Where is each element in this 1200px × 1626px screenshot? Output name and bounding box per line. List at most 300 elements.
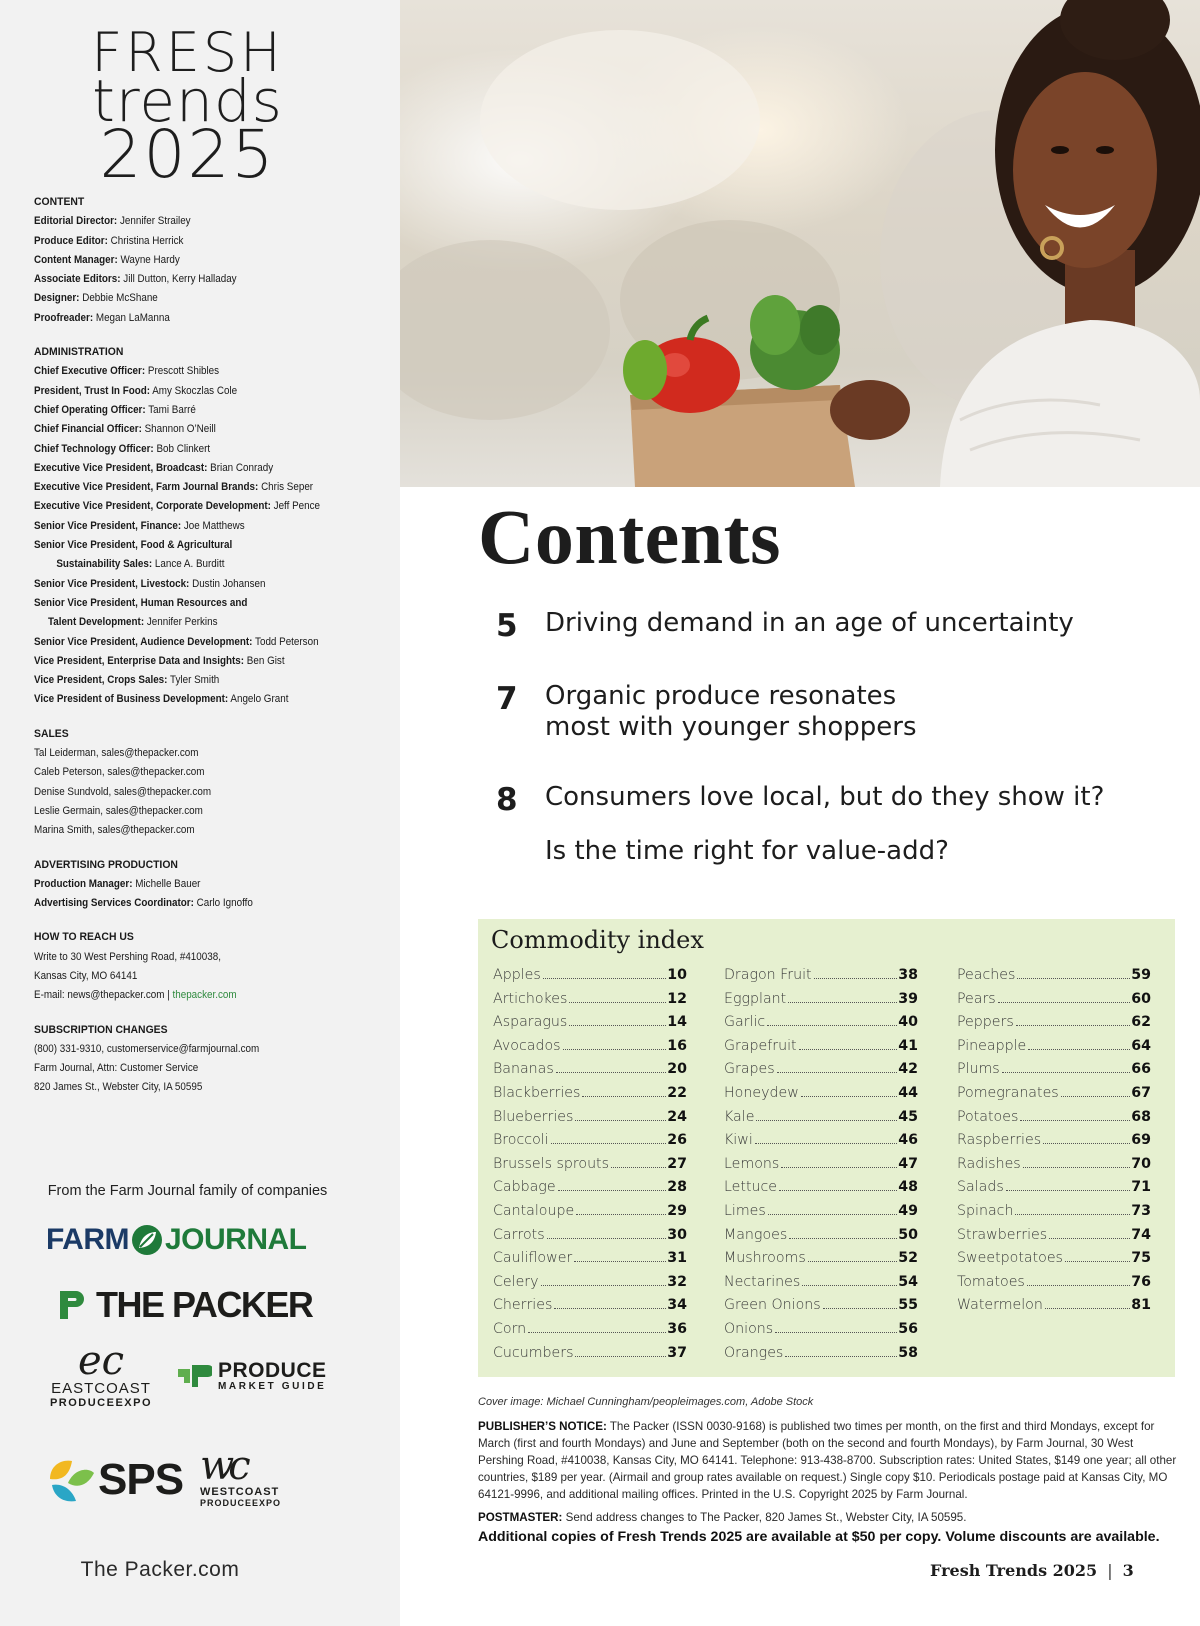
commodity-page-number: 42 — [898, 1061, 918, 1078]
commodity-page-number: 44 — [898, 1084, 918, 1101]
commodity-page-number: 75 — [1131, 1250, 1151, 1267]
commodity-name: Eggplant — [724, 990, 787, 1007]
staff-role: Senior Vice President, Food & Agricultural — [34, 539, 233, 552]
staff-row — [34, 478, 369, 497]
commodity-page-number: 60 — [1131, 990, 1151, 1007]
staff-role: Sustainability Sales: — [56, 558, 153, 571]
commodity-name: Honeydew — [724, 1084, 799, 1101]
staff-row — [34, 536, 369, 555]
farm-journal-logo-left: FARM — [46, 1223, 129, 1256]
dot-leader — [551, 1143, 667, 1144]
staff-row: Denise Sundvold, sales@thepacker.com — [34, 785, 212, 798]
staff-row — [34, 251, 369, 270]
section-title-subscription: SUBSCRIPTION CHANGES — [34, 1023, 168, 1036]
commodity-name: Carrots — [493, 1226, 545, 1243]
staff-name: Jennifer Perkins — [146, 616, 218, 629]
commodity-page-number: 55 — [898, 1297, 918, 1314]
toc-title: Is the time right for value-add? — [545, 836, 949, 866]
commodity-entry[interactable] — [724, 1203, 918, 1227]
dot-leader — [1049, 1238, 1130, 1239]
commodity-entry[interactable] — [724, 991, 918, 1015]
dot-leader — [556, 1072, 667, 1073]
commodity-page-number: 66 — [1131, 1061, 1151, 1078]
commodity-entry[interactable] — [493, 1014, 687, 1038]
staff-row: 820 James St., Webster City, IA 50595 — [34, 1081, 203, 1094]
commodity-column-2 — [724, 967, 918, 1368]
commodity-entry[interactable] — [957, 1014, 1151, 1038]
eastcoast-ec-mark: ec — [77, 1338, 125, 1384]
commodity-page-number: 59 — [1131, 967, 1151, 983]
contents-heading: Contents — [478, 493, 782, 580]
commodity-name: Corn — [493, 1320, 527, 1337]
commodity-name: Cauliflower — [493, 1250, 573, 1267]
commodity-name: Dragon Fruit — [724, 967, 812, 983]
commodity-name: Lemons — [724, 1155, 780, 1172]
farm-journal-leaf-icon — [131, 1224, 163, 1256]
staff-row — [34, 497, 369, 516]
dot-leader — [1016, 1025, 1131, 1026]
commodity-name: Mushrooms — [724, 1250, 806, 1267]
dot-leader — [789, 1238, 897, 1239]
commodity-index — [478, 919, 1175, 1377]
dot-leader — [1017, 978, 1130, 979]
commodity-page-number: 52 — [898, 1250, 918, 1267]
commodity-page-number: 54 — [898, 1273, 918, 1290]
commodity-name: Bananas — [493, 1061, 554, 1078]
commodity-name: Artichokes — [493, 990, 568, 1007]
staff-role: Executive Vice President, Broadcast: — [34, 461, 208, 474]
dot-leader — [775, 1332, 897, 1333]
commodity-entry[interactable] — [493, 1274, 687, 1298]
commodity-entry[interactable] — [493, 1132, 687, 1156]
commodity-page-number: 62 — [1131, 1014, 1151, 1031]
commodity-column-1 — [493, 967, 687, 1368]
staff-row: Marina Smith, sales@thepacker.com — [34, 824, 195, 837]
commodity-name: Pineapple — [957, 1037, 1027, 1054]
staff-name: Shannon O’Neill — [144, 423, 216, 436]
staff-name: Carlo Ignoffo — [196, 897, 253, 910]
staff-row — [34, 440, 369, 459]
postmaster-label: POSTMASTER: — [478, 1511, 563, 1524]
staff-row — [34, 594, 369, 613]
dot-leader — [554, 1308, 666, 1309]
pmg-p-icon — [176, 1363, 212, 1389]
staff-row — [34, 362, 369, 381]
dot-leader — [1061, 1096, 1131, 1097]
commodity-name: Asparagus — [493, 1014, 568, 1031]
commodity-entry[interactable] — [957, 1250, 1151, 1274]
commodity-page-number: 67 — [1131, 1084, 1151, 1101]
dot-leader — [541, 1285, 667, 1286]
commodity-entry[interactable] — [724, 1274, 918, 1298]
dot-leader — [563, 1049, 667, 1050]
commodity-name: Radishes — [957, 1155, 1021, 1172]
commodity-entry[interactable] — [493, 1321, 687, 1345]
staff-role: Produce Editor: — [34, 234, 108, 247]
administration-staff-list — [34, 362, 369, 709]
dot-leader — [1002, 1072, 1131, 1073]
commodity-entry[interactable] — [724, 1132, 918, 1156]
eastcoast-line2: PRODUCEEXPO — [49, 1397, 153, 1409]
staff-name: Joe Matthews — [183, 519, 245, 532]
staff-role: Executive Vice President, Corporate Development: — [34, 500, 271, 513]
commodity-name: Plums — [957, 1061, 1000, 1078]
dot-leader — [799, 1049, 898, 1050]
commodity-name: Avocados — [493, 1037, 561, 1054]
dot-leader — [576, 1214, 666, 1215]
commodity-entry[interactable] — [493, 1156, 687, 1180]
section-title-ad-production: ADVERTISING PRODUCTION — [34, 858, 178, 871]
commodity-entry[interactable] — [493, 1061, 687, 1085]
dot-leader — [574, 1261, 666, 1262]
thepacker-link[interactable]: thepacker.com — [172, 989, 237, 1002]
dot-leader — [582, 1096, 666, 1097]
commodity-name: Strawberries — [957, 1226, 1048, 1243]
eastcoast-line1: EASTCOAST — [51, 1380, 151, 1397]
dot-leader — [1043, 1143, 1130, 1144]
commodity-entry[interactable] — [957, 1179, 1151, 1203]
sps-logo — [46, 1455, 183, 1505]
commodity-entry[interactable] — [724, 1179, 918, 1203]
staff-name: Jill Dutton, Kerry Halladay — [123, 273, 237, 286]
commodity-entry[interactable] — [724, 1345, 918, 1369]
the-packer-logo — [58, 1284, 312, 1326]
commodity-name: Raspberries — [957, 1132, 1042, 1149]
staff-name: Tyler Smith — [170, 674, 220, 687]
dot-leader — [558, 1190, 667, 1191]
commodity-entry[interactable] — [957, 1156, 1151, 1180]
additional-copies-notice: Additional copies of Fresh Trends 2025 are available at $50 per copy. Volume discounts are available. — [478, 1529, 1160, 1545]
commodity-page-number: 64 — [1131, 1037, 1151, 1054]
staff-role: Content Manager: — [34, 253, 118, 266]
staff-role: Designer: — [34, 292, 80, 305]
hero-illustration — [400, 0, 1200, 487]
commodity-entry[interactable] — [957, 1085, 1151, 1109]
commodity-page-number: 29 — [667, 1202, 687, 1219]
staff-row — [34, 270, 369, 289]
sps-petal-icon — [46, 1455, 96, 1505]
commodity-column-3 — [957, 967, 1151, 1321]
commodity-entry[interactable] — [493, 1203, 687, 1227]
commodity-name: Onions — [724, 1320, 774, 1337]
staff-name: Angelo Grant — [230, 693, 289, 706]
commodity-name: Grapes — [724, 1061, 775, 1078]
commodity-name: Lettuce — [724, 1179, 778, 1196]
commodity-entry[interactable] — [724, 1014, 918, 1038]
reach-email: E-mail: news@thepacker.com | — [34, 989, 170, 1002]
section-title-content: CONTENT — [34, 196, 85, 208]
staff-name: Tami Barré — [148, 403, 196, 416]
westcoast-line2: PRODUCEEXPO — [200, 1498, 282, 1508]
dot-leader — [767, 1025, 897, 1026]
staff-row — [34, 420, 369, 439]
commodity-entry[interactable] — [724, 967, 918, 991]
staff-role: Editorial Director: — [34, 215, 118, 228]
staff-row — [34, 459, 369, 478]
sps-wordmark: SPS — [98, 1455, 184, 1504]
subscription-info-list — [34, 1040, 369, 1098]
publishers-notice-text: The Packer (ISSN 0030-9168) is published two times per month, on the first and third Mondays, except for March (first and fourth Mondays) and June and September (both on the second and fourth Mondays), by Farm Journal, 30 West Pershing Road, #410038, Kansas City, MO 64141. Telephone: 913-438-8700. Subscription rates: United States, $149 one year; all other countries, $189 per year. (Airmail and group rates available on request.) Single copy $10. Periodicals postage paid at Kansas City, MO 64121-9996, and additional mailing offices. Printed in the U.S. Copyright 2025 by Farm Journal. — [478, 1420, 1177, 1501]
commodity-index-title: Commodity index — [491, 926, 704, 954]
thepacker-site-url[interactable]: The Packer.com — [80, 1558, 240, 1581]
commodity-entry[interactable] — [493, 1297, 687, 1321]
staff-directory — [34, 193, 369, 1098]
commodity-name: Brussels sprouts — [493, 1155, 610, 1172]
commodity-entry[interactable] — [957, 1203, 1151, 1227]
staff-name: Bob Clinkert — [156, 442, 211, 455]
staff-role: President, Trust In Food: — [34, 384, 151, 397]
commodity-page-number: 37 — [667, 1344, 687, 1361]
dot-leader — [1028, 1049, 1130, 1050]
staff-row — [34, 517, 369, 536]
commodity-name: Kale — [724, 1108, 755, 1125]
staff-role: Talent Development: — [47, 616, 145, 629]
commodity-entry[interactable] — [724, 1250, 918, 1274]
staff-name: Megan LaManna — [95, 311, 170, 324]
section-title-administration: ADMINISTRATION — [34, 346, 124, 359]
commodity-entry[interactable] — [957, 1109, 1151, 1133]
staff-name: Dustin Johansen — [192, 577, 266, 590]
commodity-name: Oranges — [724, 1344, 784, 1361]
cover-photo-woman-with-groceries — [400, 0, 1200, 487]
commodity-entry[interactable] — [493, 967, 687, 991]
commodity-entry[interactable] — [957, 1297, 1151, 1321]
dot-leader — [781, 1167, 897, 1168]
commodity-entry[interactable] — [957, 1227, 1151, 1251]
commodity-entry[interactable] — [724, 1061, 918, 1085]
staff-row — [34, 875, 369, 894]
commodity-name: Blackberries — [493, 1084, 581, 1101]
staff-row — [34, 382, 369, 401]
staff-name: Wayne Hardy — [120, 253, 180, 266]
commodity-entry[interactable] — [493, 1345, 687, 1369]
staff-role: Proofreader: — [34, 311, 94, 324]
commodity-entry[interactable] — [957, 1038, 1151, 1062]
commodity-name: Salads — [957, 1179, 1004, 1196]
masthead-year: 2025 — [99, 116, 276, 193]
dot-leader — [808, 1261, 898, 1262]
commodity-page-number: 24 — [667, 1108, 687, 1125]
reach-address-line2: Kansas City, MO 64141 — [34, 969, 138, 982]
commodity-name: Cabbage — [493, 1179, 556, 1196]
toc-page-number: 5 — [496, 608, 518, 644]
dot-leader — [611, 1167, 666, 1168]
commodity-name: Apples — [493, 967, 541, 983]
staff-row — [34, 633, 369, 652]
commodity-page-number: 41 — [898, 1037, 918, 1054]
farm-journal-logo-right: JOURNAL — [165, 1223, 307, 1256]
staff-row — [34, 309, 369, 328]
commodity-entry[interactable] — [493, 991, 687, 1015]
commodity-entry[interactable] — [724, 1321, 918, 1345]
commodity-entry[interactable] — [724, 1156, 918, 1180]
commodity-name: Mangoes — [724, 1226, 788, 1243]
commodity-name: Tomatoes — [957, 1273, 1025, 1290]
commodity-entry[interactable] — [724, 1109, 918, 1133]
staff-name: Prescott Shibles — [147, 365, 220, 378]
farm-journal-logo — [46, 1222, 318, 1258]
commodity-name: Green Onions — [724, 1297, 821, 1314]
staff-name: Debbie McShane — [82, 292, 158, 305]
staff-role: Senior Vice President, Livestock: — [34, 577, 190, 590]
commodity-page-number: 56 — [898, 1320, 918, 1337]
commodity-name: Cucumbers — [493, 1344, 574, 1361]
pmg-line2: MARKET GUIDE — [218, 1381, 327, 1392]
dot-leader — [1045, 1308, 1130, 1309]
staff-row: Tal Leiderman, sales@thepacker.com — [34, 747, 199, 760]
staff-row — [34, 690, 369, 709]
commodity-entry[interactable] — [493, 1109, 687, 1133]
staff-row — [34, 575, 369, 594]
dot-leader — [543, 978, 666, 979]
staff-row — [34, 289, 369, 308]
footer-page-number: 3 — [1122, 1561, 1134, 1580]
publishers-notice — [478, 1418, 1178, 1503]
commodity-page-number: 68 — [1131, 1108, 1151, 1125]
staff-name: Lance A. Burditt — [154, 558, 225, 571]
commodity-page-number: 81 — [1131, 1297, 1151, 1314]
commodity-name: Grapefruit — [724, 1037, 797, 1054]
dot-leader — [1027, 1285, 1130, 1286]
staff-role: Vice President, Crops Sales: — [34, 674, 168, 687]
dot-leader — [1015, 1214, 1130, 1215]
commodity-name: Broccoli — [493, 1132, 549, 1149]
toc-title: Driving demand in an age of uncertainty — [545, 608, 1074, 638]
staff-role: Chief Technology Officer: — [34, 442, 154, 455]
commodity-name: Watermelon — [957, 1297, 1043, 1314]
commodity-entry[interactable] — [957, 991, 1151, 1015]
commodity-entry[interactable] — [957, 1132, 1151, 1156]
staff-name: Jennifer Strailey — [119, 215, 191, 228]
dot-leader — [528, 1332, 666, 1333]
dot-leader — [1065, 1261, 1130, 1262]
cover-image-credit: Cover image: Michael Cunningham/peopleimages.com, Adobe Stock — [478, 1396, 814, 1408]
commodity-page-number: 46 — [898, 1132, 918, 1149]
page-footer — [930, 1561, 1134, 1580]
staff-role: Chief Financial Officer: — [34, 423, 142, 436]
staff-row: Caleb Peterson, sales@thepacker.com — [34, 766, 205, 779]
staff-name: Jeff Pence — [273, 500, 321, 513]
footer-publication: Fresh Trends 2025 — [930, 1561, 1098, 1580]
commodity-entry[interactable] — [957, 967, 1151, 991]
commodity-page-number: 26 — [667, 1132, 687, 1149]
commodity-entry[interactable] — [493, 1250, 687, 1274]
dot-leader — [756, 1120, 897, 1121]
staff-name: Amy Skoczlas Cole — [152, 384, 238, 397]
commodity-name: Spinach — [957, 1202, 1014, 1219]
commodity-page-number: 22 — [667, 1084, 687, 1101]
commodity-page-number: 34 — [667, 1297, 687, 1314]
commodity-name: Pears — [957, 990, 996, 1007]
commodity-entry[interactable] — [493, 1179, 687, 1203]
staff-row — [34, 212, 369, 231]
commodity-page-number: 28 — [667, 1179, 687, 1196]
commodity-page-number: 73 — [1131, 1202, 1151, 1219]
content-staff-list — [34, 212, 369, 328]
staff-role: Vice President of Business Development: — [34, 693, 229, 706]
dot-leader — [575, 1120, 666, 1121]
produce-market-guide-logo — [176, 1360, 327, 1392]
staff-row: (800) 331-9310, customerservice@farmjournal.com — [34, 1042, 260, 1055]
commodity-entry[interactable] — [724, 1227, 918, 1251]
commodity-name: Peppers — [957, 1014, 1014, 1031]
packer-p-icon — [58, 1289, 86, 1321]
staff-name: Michelle Bauer — [135, 877, 201, 890]
commodity-entry[interactable] — [493, 1038, 687, 1062]
masthead-fresh: FRESH — [91, 21, 284, 84]
footer-separator: | — [1107, 1561, 1113, 1580]
dot-leader — [575, 1356, 666, 1357]
commodity-name: Limes — [724, 1202, 766, 1219]
staff-row — [34, 555, 369, 574]
commodity-entry[interactable] — [957, 1274, 1151, 1298]
commodity-page-number: 49 — [898, 1202, 918, 1219]
commodity-page-number: 32 — [667, 1273, 687, 1290]
commodity-page-number: 58 — [898, 1344, 918, 1361]
commodity-entry[interactable] — [493, 1227, 687, 1251]
commodity-name: Nectarines — [724, 1273, 801, 1290]
postmaster-text: Send address changes to The Packer, 820 James St., Webster City, IA 50595. — [565, 1511, 967, 1524]
staff-role: Chief Operating Officer: — [34, 403, 146, 416]
staff-row — [34, 894, 369, 913]
commodity-name: Blueberries — [493, 1108, 574, 1125]
section-title-reach: HOW TO REACH US — [34, 931, 134, 944]
commodity-page-number: 38 — [898, 967, 918, 983]
staff-row — [34, 613, 369, 632]
commodity-entry[interactable] — [724, 1085, 918, 1109]
westcoast-produce-expo-logo — [200, 1443, 290, 1508]
dot-leader — [777, 1072, 898, 1073]
dot-leader — [788, 1002, 897, 1003]
commodity-page-number: 20 — [667, 1061, 687, 1078]
staff-role: Production Manager: — [34, 877, 133, 890]
commodity-page-number: 31 — [667, 1250, 687, 1267]
dot-leader — [569, 1002, 666, 1003]
commodity-entry[interactable] — [493, 1085, 687, 1109]
dot-leader — [569, 1025, 666, 1026]
commodity-entry[interactable] — [724, 1297, 918, 1321]
commodity-entry[interactable] — [724, 1038, 918, 1062]
dot-leader — [801, 1096, 897, 1097]
staff-row — [34, 232, 369, 251]
commodity-name: Cherries — [493, 1297, 553, 1314]
commodity-page-number: 40 — [898, 1014, 918, 1031]
eastcoast-produce-expo-logo — [46, 1338, 156, 1409]
commodity-name: Potatoes — [957, 1108, 1019, 1125]
commodity-page-number: 47 — [898, 1155, 918, 1172]
commodity-entry[interactable] — [957, 1061, 1151, 1085]
dot-leader — [1023, 1167, 1131, 1168]
staff-role: Vice President, Enterprise Data and Insights: — [34, 654, 245, 667]
dot-leader — [768, 1214, 897, 1215]
dot-leader — [1020, 1120, 1130, 1121]
commodity-page-number: 70 — [1131, 1155, 1151, 1172]
pmg-line1: PRODUCE — [218, 1359, 327, 1382]
commodity-page-number: 71 — [1131, 1179, 1151, 1196]
the-packer-wordmark: THE PACKER — [96, 1284, 313, 1325]
staff-role: Executive Vice President, Farm Journal Brands: — [34, 481, 259, 494]
staff-role: Associate Editors: — [34, 273, 121, 286]
reach-email-line — [34, 986, 369, 1005]
staff-row: Farm Journal, Attn: Customer Service — [34, 1062, 199, 1075]
dot-leader — [802, 1285, 897, 1286]
masthead-sidebar — [0, 0, 400, 1626]
postmaster-notice — [478, 1509, 1178, 1526]
staff-role: Advertising Services Coordinator: — [34, 897, 194, 910]
commodity-page-number: 27 — [667, 1155, 687, 1172]
commodity-name: Garlic — [724, 1014, 766, 1031]
dot-leader — [814, 978, 898, 979]
